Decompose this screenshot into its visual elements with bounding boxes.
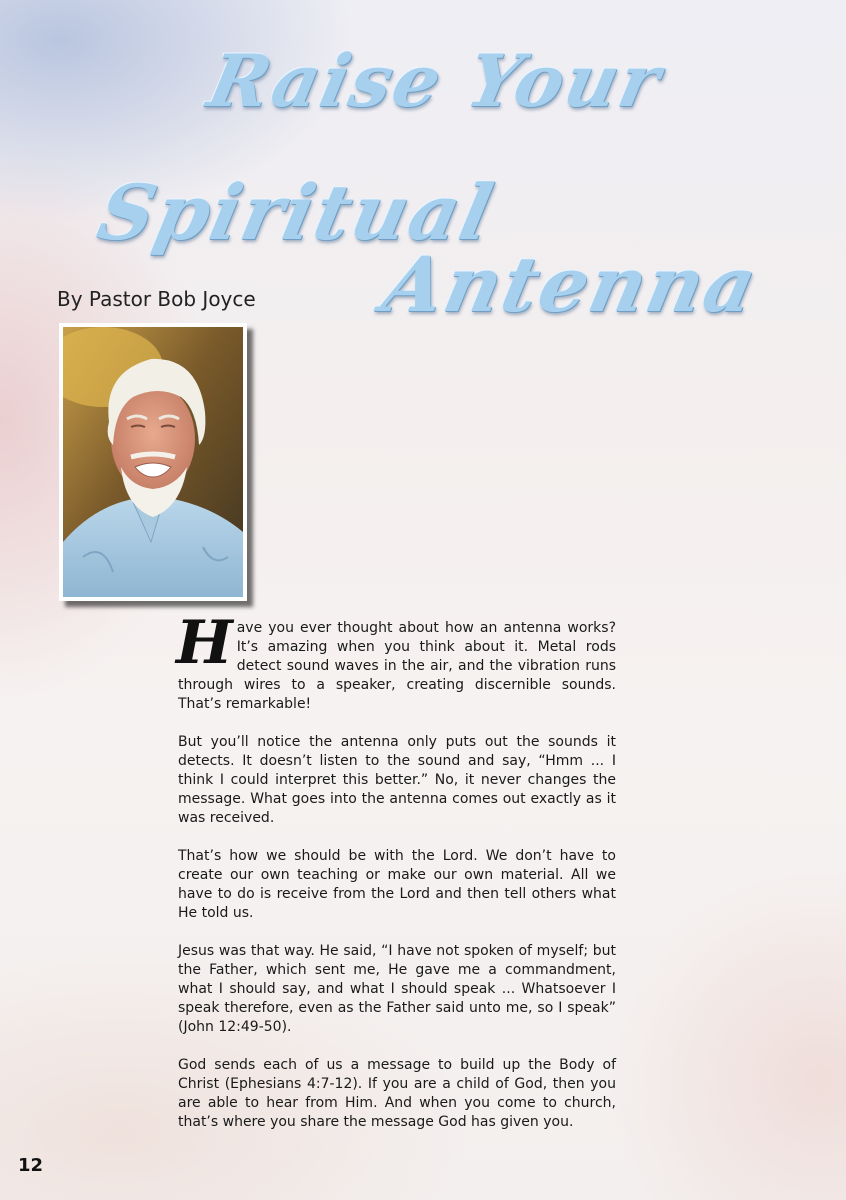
article-body [176,608,616,1151]
page-number: 12 [18,1155,44,1176]
paragraph-3: That’s how we should be with the Lord. We don’t have to create our own teaching or make our own material. All we have to do is receive from the Lord and then tell others what He told us. [178,848,616,921]
author-portrait-image [63,327,243,597]
paragraph-2: But you’ll notice the antenna only puts out the sounds it detects. It doesn’t listen to the sound and say, “Hmm ... I think I could interpret this better.” No, it never changes the message. What goes into the antenna comes out exactly as it was received. [178,734,616,826]
title-line-1: Raise Your [200,38,670,123]
paragraph-1 [176,608,616,714]
paragraph-1-text: ave you ever thought about how an antenna works? It’s amazing when you think about it. Metal rods detect sound waves in the air, and the vibration runs through wires to a speaker, creating discernible sounds. That’s remarkable! [178,620,616,712]
author-photo [59,323,247,601]
drop-cap: H [176,608,233,678]
title-line-2: Spiritual [90,168,502,257]
title-line-3: Antenna [375,240,766,329]
paragraph-5: God sends each of us a message to build up the Body of Christ (Ephesians 4:7-12). If you are a child of God, then you are able to hear from Him. And when you come to church, that’s where you share the message God has given you. [178,1057,616,1130]
paragraph-4: Jesus was that way. He said, “I have not spoken of myself; but the Father, which sent me, He gave me a commandment, what I should say, and what I should speak ... Whatsoever I speak therefore, even as the Father said unto me, so I speak” (John 12:49-50). [178,943,616,1035]
author-byline: By Pastor Bob Joyce [57,287,256,311]
